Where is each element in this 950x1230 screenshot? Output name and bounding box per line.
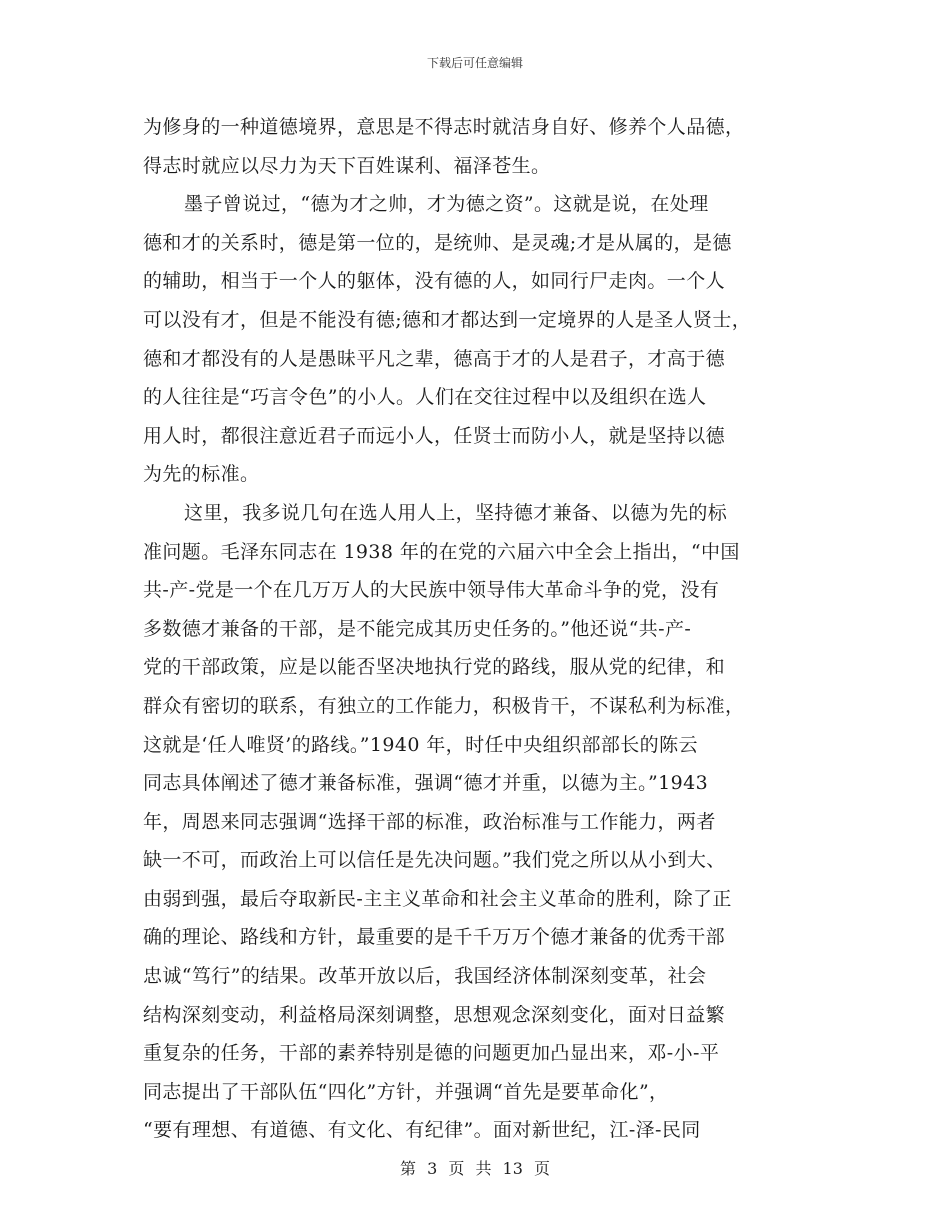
- text-line: 为修身的一种道德境界，意思是不得志时就洁身自好、修养个人品德，: [143, 116, 745, 138]
- text-line: 结构深刻变动，利益格局深刻调整，思想观念深刻变化，面对日益繁: [143, 1003, 726, 1026]
- text-line: 可以没有才，但是不能没有德;德和才都达到一定境界的人是圣人贤士，: [143, 308, 752, 331]
- text-line: 墨子曾说过，“德为才之帅，才为德之资”。这就是说，在处理: [184, 193, 709, 216]
- page-number-footer: 第 3 页 共 13 页: [400, 1159, 550, 1178]
- text-line: 得志时就应以尽力为天下百姓谋利、福泽苍生。: [143, 154, 551, 177]
- text-line: 为先的标准。: [143, 463, 260, 486]
- page-header: 下载后可任意编辑: [426, 56, 523, 70]
- text-line: 德和才都没有的人是愚昧平凡之辈，德高于才的人是君子，才高于德: [143, 347, 726, 370]
- text-line: 同志提出了干部队伍“四化”方针，并强调“首先是要革命化”，: [143, 1080, 669, 1103]
- text-line: 党的干部政策，应是以能否坚决地执行党的路线，服从党的纪律，和: [143, 656, 726, 679]
- text-line: 确的理论、路线和方针，最重要的是千千万万个德才兼备的优秀干部: [143, 926, 726, 949]
- text-line: 准问题。毛泽东同志在 1938 年的在党的六届六中全会上指出，“中国: [143, 540, 740, 563]
- text-line: 这就是‘任人唯贤’的路线。”1940 年，时任中央组织部部长的陈云: [143, 733, 698, 756]
- text-line: 多数德才兼备的干部，是不能完成其历史任务的。”他还说“共-产-: [143, 617, 692, 640]
- document-body: [143, 108, 808, 1150]
- text-line: 忠诚“笃行”的结果。改革开放以后，我国经济体制深刻变革，社会: [143, 965, 707, 988]
- text-line: 重复杂的任务，干部的素养特别是德的问题更加凸显出来，邓-小-平: [143, 1042, 720, 1065]
- text-line: 共-产-党是一个在几万万人的大民族中领导伟大革命斗争的党，没有: [143, 579, 720, 602]
- text-line: 缺一不可，而政治上可以信任是先决问题。”我们党之所以从小到大、: [143, 849, 726, 872]
- text-line: 由弱到强，最后夺取新民-主主义革命和社会主义革命的胜利，除了正: [143, 887, 732, 910]
- text-line: “要有理想、有道德、有文化、有纪律”。面对新世纪，江-泽-民同: [143, 1119, 701, 1142]
- text-line: 用人时，都很注意近君子而远小人，任贤士而防小人，就是坚持以德: [143, 424, 726, 447]
- text-line: 的人往往是“巧言令色”的小人。人们在交往过程中以及组织在选人: [143, 386, 707, 409]
- text-line: 德和才的关系时，德是第一位的，是统帅、是灵魂;才是从属的，是德: [143, 231, 732, 254]
- text-line: 这里，我多说几句在选人用人上，坚持德才兼备、以德为先的标: [184, 501, 728, 524]
- text-line: 的辅助，相当于一个人的躯体，没有德的人，如同行尸走肉。一个人: [143, 270, 726, 293]
- text-line: 群众有密切的联系，有独立的工作能力，积极肯干，不谋私利为标准，: [143, 694, 745, 717]
- text-line: 年，周恩来同志强调“选择干部的标准，政治标准与工作能力，两者: [143, 810, 716, 833]
- text-line: 同志具体阐述了德才兼备标准，强调“德才并重，以德为主。”1943: [143, 772, 709, 795]
